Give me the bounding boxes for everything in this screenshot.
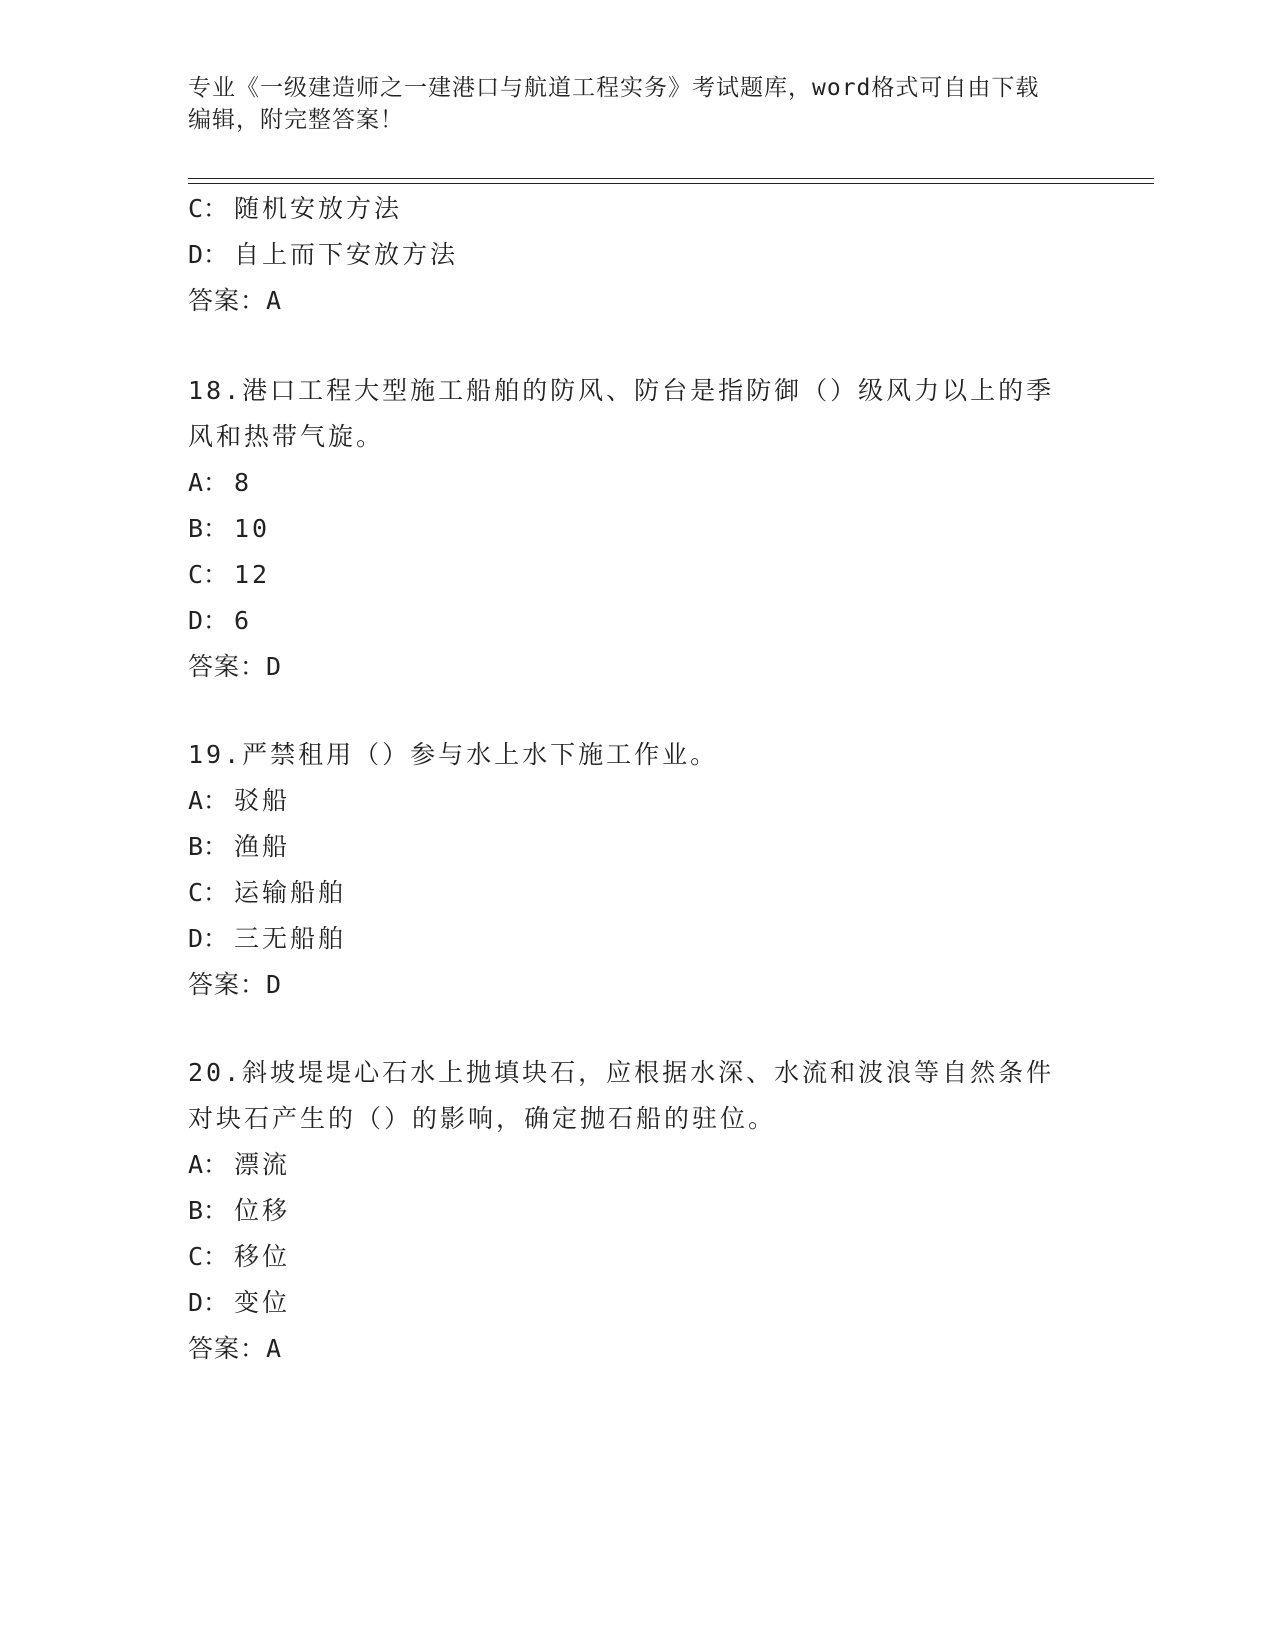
option-a: A： 8: [188, 468, 253, 497]
question-stem-line: 18.港口工程大型施工船舶的防风、防台是指防御（）级风力以上的季: [188, 376, 1055, 405]
answer-line: 答案：A: [188, 286, 282, 315]
option-a: A： 漂流: [188, 1150, 291, 1179]
option-d: D： 三无船舶: [188, 924, 347, 953]
header-divider-top: [188, 178, 1154, 179]
option-d: D： 变位: [188, 1288, 291, 1317]
option-c: C： 12: [188, 560, 271, 589]
answer-line: 答案：A: [188, 1334, 282, 1363]
question-stem-line: 风和热带气旋。: [188, 422, 385, 451]
option-c: C： 随机安放方法: [188, 194, 403, 223]
header-divider-bottom: [188, 183, 1154, 184]
option-d: D： 6: [188, 606, 253, 635]
option-b: B： 渔船: [188, 832, 291, 861]
answer-line: 答案：D: [188, 970, 282, 999]
question-stem-line: 对块石产生的（）的影响，确定抛石船的驻位。: [188, 1104, 777, 1133]
question-stem-line: 20.斜坡堤堤心石水上抛填块石，应根据水深、水流和波浪等自然条件: [188, 1058, 1055, 1087]
question-19: [188, 732, 1088, 1008]
question-18: [188, 368, 1088, 690]
header-line-2: 编辑，附完整答案！: [188, 107, 404, 133]
answer-line: 答案：D: [188, 652, 282, 681]
option-c: C： 运输船舶: [188, 878, 347, 907]
option-b: B： 位移: [188, 1196, 291, 1225]
option-b: B： 10: [188, 514, 271, 543]
question-17-tail: [188, 186, 1088, 324]
question-20: [188, 1050, 1088, 1372]
option-d: D： 自上而下安放方法: [188, 240, 459, 269]
question-stem-line: 19.严禁租用（）参与水上水下施工作业。: [188, 740, 719, 769]
option-c: C： 移位: [188, 1242, 291, 1271]
option-a: A： 驳船: [188, 786, 291, 815]
document-header: [188, 72, 1068, 136]
header-line-1: 专业《一级建造师之一建港口与航道工程实务》考试题库，word格式可自由下载: [188, 75, 1040, 101]
